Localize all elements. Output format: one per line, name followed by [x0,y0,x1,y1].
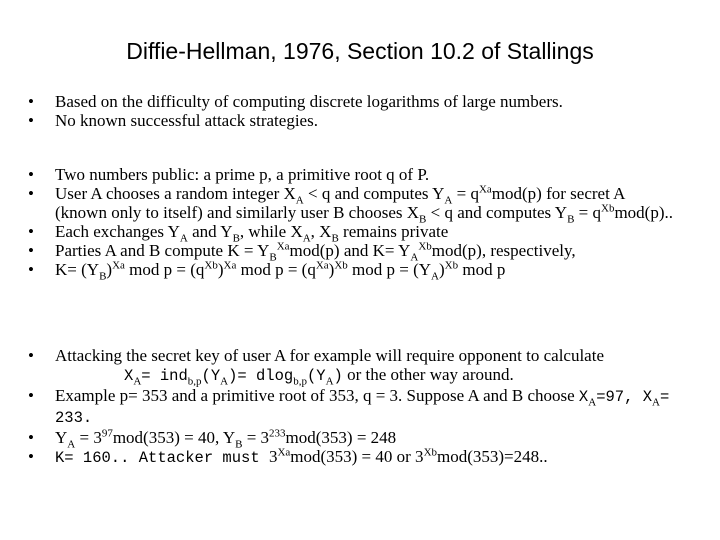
bullet-icon: • [28,346,34,365]
bullet-group-attack [28,346,678,468]
bullet-item [28,346,678,386]
bullet-item [28,240,678,264]
bullet-icon: • [28,260,34,279]
slide-title: Diffie-Hellman, 1976, Section 10.2 of Stallings [126,38,594,64]
bullet-icon: • [28,386,34,405]
bullet-text: User A chooses a random integer $X_A < q$ and computes $Y_A = q^{Xa}mod(p)$ for secret A (known only to itself) and similarly user B chooses $X_B < q$ and computes $Y_B = q^{Xb}mod(p)$.. [55,183,673,226]
bullet-item [28,92,678,111]
bullet-text: $K= (Y_B)^{Xa}$ mod $p = (q^{Xb})^{Xa}$ mod $p = (q^{Xa})^{Xb}$ mod $p = (Y_A)^{Xb}$ mod p [55,259,506,283]
bullet-item [28,386,678,428]
bullet-text: Each exchanges $Y_A$ and $Y_B$, while $X_A$, $X_B$ remains private [55,222,449,245]
bullet-item [28,259,678,283]
bullet-icon: • [28,184,34,203]
bullet-icon: • [28,111,34,130]
bullet-group-protocol [28,165,678,283]
bullet-icon: • [28,241,34,260]
bullet-item [28,447,678,468]
bullet-icon: • [28,165,34,184]
bullet-text: Based on the difficulty of computing discrete logarithms of large numbers. [55,92,563,111]
bullet-text: Example p= 353 and a primitive root of 353, q = 3. Suppose A and B choose $X_A=97$, $X_A= 233$. [55,386,670,427]
bullet-icon: • [28,428,34,447]
bullet-item [28,222,678,245]
bullet-text: K= 160.. Attacker must $3^{Xa}mod(353) = 40$ or $3^{Xb}mod(353)=248$.. [55,446,548,467]
bullet-group-intro [28,92,678,130]
bullet-text: Two numbers public: a prime p, a primitive root q of P. [55,165,430,184]
bullet-item [28,183,678,226]
bullet-text: $Y_A = 3^{97}mod(353) = 40$, $Y_B = 3^{233}mod(353) = 248$ [55,427,397,451]
bullet-text: Parties A and B compute $K = Y_B^{Xa}mod(p)$ and $K= Y_A^{Xb}mod(p)$, respectively, [55,240,576,264]
bullet-icon: • [28,92,34,111]
bullet-icon: • [28,447,34,466]
bullet-item [28,111,678,130]
bullet-text: No known successful attack strategies. [55,111,318,130]
bullet-icon: • [28,222,34,241]
bullet-text: Attacking the secret key of user A for example will require opponent to calculate $X_A= ind_{b,p}(Y_A)= dlog_{b,p}(Y_A)$ or the other way around. [55,346,604,388]
bullet-item [28,427,678,451]
bullet-item [28,165,678,184]
